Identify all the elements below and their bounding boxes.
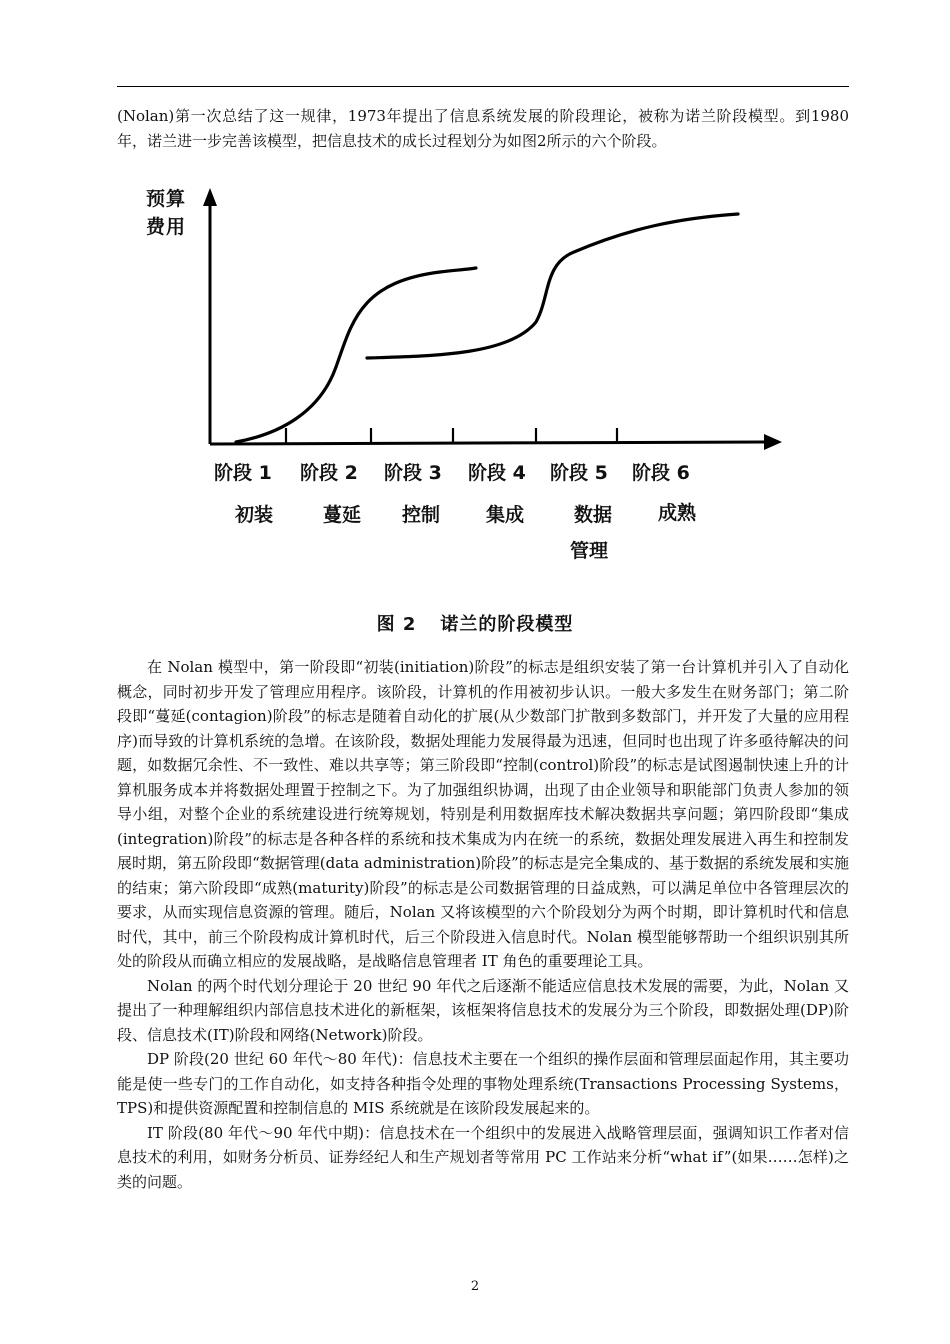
stage-2-label: 阶段 2 — [300, 462, 358, 484]
stage-3-name: 控制 — [402, 504, 441, 526]
intro-paragraph: (Nolan)第一次总结了这一规律，1973年提出了信息系统发展的阶段理论，被称为诺兰阶段模型。到1980年，诺兰进一步完善该模型，把信息技术的成长过程划分为如图2所示的六个阶段。 — [117, 107, 849, 150]
figure-caption-number: 图 2 — [376, 614, 417, 635]
y-axis-arrow — [203, 188, 217, 206]
stage-1-name: 初装 — [235, 504, 274, 526]
stage-4-name: 集成 — [486, 504, 525, 526]
stage-1-label: 阶段 1 — [214, 462, 272, 484]
stage-5-name-line2: 管理 — [570, 540, 609, 562]
stage-6-label: 阶段 6 — [632, 462, 690, 484]
stage-5-name: 数据 — [574, 504, 613, 526]
y-axis-label-line1: 预算 — [146, 188, 187, 210]
paragraph-dp-stage: DP 阶段(20 世纪 60 年代～80 年代)：信息技术主要在一个组织的操作层面和管理层面起作用，其主要功能是使一些专门的工作自动化，如支持各种指令处理的事物处理系统(Transactions Processing Systems，TPS)和提供资源配置和控制信息的 MIS 系统就是在该阶段发展起来的。 — [117, 1050, 849, 1117]
stage-4-label: 阶段 4 — [468, 462, 526, 484]
information-era-curve — [367, 214, 738, 358]
stage-curve-diagram — [140, 172, 820, 472]
paragraph-nolan-stages: 在 Nolan 模型中，第一阶段即“初装(initiation)阶段”的标志是组织安装了第一台计算机并引入了自动化概念，同时初步开发了管理应用程序。该阶段，计算机的作用被初步认识。一般大多发生在财务部门；第二阶段即“蔓延(contagion)阶段”的标志是随着自动化的扩展(从少数部门扩散到多数部门，并开发了大量的应用程序)而导致的计算机系统的急增。在该阶段，数据处理能力发展得最为迅速，但同时也出现了许多亟待解决的问题，如数据冗余性、不一致性、难以共享等；第三阶段即“控制(control)阶段”的标志是试图遏制快速上升的计算机服务成本并将数据处理置于控制之下。为了加强组织协调，出现了由企业领导和职能部门负责人参加的领导小组，对整个企业的系统建设进行统筹规划，特别是利用数据库技术解决数据共享问题；第四阶段即“集成(integration)阶段”的标志是各种各样的系统和技术集成为内在统一的系统，数据处理发展进入再生和控制发展时期，第五阶段即“数据管理(data administration)阶段”的标志是完全集成的、基于数据的系统发展和实施的结束；第六阶段即“成熟(maturity)阶段”的标志是公司数据管理的日益成熟，可以满足单位中各管理层次的要求，从而实现信息资源的管理。随后，Nolan 又将该模型的六个阶段划分为两个时期，即计算机时代和信息时代，其中，前三个阶段构成计算机时代，后三个阶段进入信息时代。Nolan 模型能够帮助一个组织识别其所处的阶段从而确立相应的发展战略，是战略信息管理者 IT 角色的重要理论工具。 — [117, 658, 849, 970]
x-axis — [210, 442, 768, 444]
paragraph-it-stage: IT 阶段(80 年代～90 年代中期)：信息技术在一个组织中的发展进入战略管理层面，强调知识工作者对信息技术的利用，如财务分析员、证券经纪人和生产规划者等常用 PC 工作站来分析“what if”(如果……怎样)之类的问题。 — [117, 1123, 849, 1191]
stage-3-label: 阶段 3 — [384, 462, 442, 484]
stage-5-label: 阶段 5 — [550, 462, 608, 484]
nolan-stage-figure — [140, 172, 820, 602]
paragraph-two-eras: Nolan 的两个时代划分理论于 20 世纪 90 年代之后逐渐不能适应信息技术发展的需要，为此，Nolan 又提出了一种理解组织内部信息技术进化的新框架，该框架将信息技术的发展分为三个阶段，即数据处理(DP)阶段、信息技术(IT)阶段和网络(Network)阶段。 — [117, 976, 849, 1044]
figure-caption-title: 诺兰的阶段模型 — [440, 614, 574, 635]
x-axis-arrow — [764, 434, 782, 450]
y-axis-label-line2: 费用 — [146, 216, 187, 238]
header-rule — [117, 86, 849, 87]
body-text — [117, 655, 849, 1194]
figure-caption — [0, 610, 950, 636]
stage-2-name: 蔓延 — [323, 504, 362, 526]
page-number: 2 — [470, 1279, 480, 1294]
stage-6-name: 成熟 — [658, 502, 697, 524]
